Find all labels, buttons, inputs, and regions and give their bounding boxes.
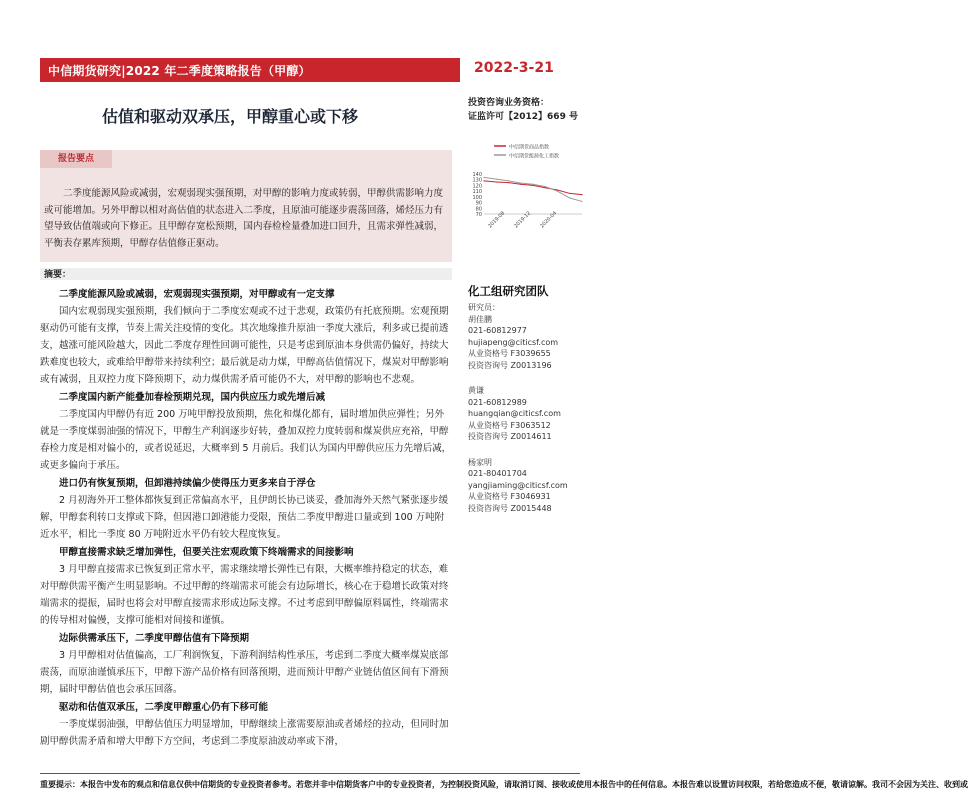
summary-text: 二季度能源风险或减弱，宏观弱现实强预期，对甲醇的影响力度或转弱，甲醇供需影响力度或可能增加。另外甲醇以相对高估值的状态进入二季度，且原油可能逐步震荡回落，烯烃压力有望导致估值端或向下修正。且甲醇存宽松预期，国内春检检量叠加进口回升，且需求弹性减弱，平衡表存累库预期，甲醇存估值修正驱动。	[44, 188, 444, 249]
section-heading: 甲醇直接需求缺乏增加弹性，但要关注宏观政策下终端需求的间接影响	[59, 547, 354, 558]
team-member	[468, 385, 592, 443]
series-point	[569, 197, 570, 198]
index-chart-svg	[466, 140, 586, 240]
series-point	[483, 177, 484, 178]
section-1	[40, 286, 452, 388]
series-point	[569, 193, 570, 194]
section-2	[40, 389, 452, 474]
member-phone: 021-60812989	[468, 397, 527, 407]
member-cert-practice: 从业资格号 F3063512	[468, 420, 551, 430]
series-line-1	[484, 181, 582, 195]
member-name: 胡佳鹏	[468, 314, 492, 324]
section-paragraph: 二季度国内甲醇仍有近 200 万吨甲醇投放预期，焦化和煤化都有，届时增加供应弹性；另外就是一季度煤弱油强的情况下，甲醇生产利润逐步好转，叠加双控力度转弱和煤炭供应充裕，甲醇春检力度是相对偏小的，或者说延迟，大概率到 5 月前后。我们认为国内甲醇供应压力先增后减，或更多偏向于承压。	[40, 409, 452, 471]
y-tick-label: 130	[472, 177, 482, 184]
x-tick-label: 2019-08	[487, 210, 507, 230]
y-tick-label: 80	[475, 206, 482, 213]
series-point	[496, 179, 497, 180]
member-name: 黄谦	[468, 386, 484, 395]
series-point	[496, 181, 497, 182]
member-email[interactable]: yangjiaming@citicsf.com	[468, 480, 568, 490]
member-cert-advisory: 投资咨询号 Z0013196	[468, 360, 552, 370]
abstract-bar	[40, 268, 452, 280]
member-cert-advisory: 投资咨询号 Z0015448	[468, 503, 552, 513]
license-info	[468, 96, 578, 124]
section-heading: 二季度能源风险或减弱，宏观弱现实强预期，对甲醇或有一定支撑	[59, 289, 335, 300]
team-list	[468, 302, 592, 528]
y-tick-label: 70	[475, 212, 482, 218]
member-email[interactable]: huangqian@citicsf.com	[468, 409, 561, 418]
license-line-1: 投资咨询业务资格：	[468, 98, 550, 108]
series-point	[483, 180, 484, 181]
disclaimer-divider	[40, 773, 580, 774]
y-tick-label: 110	[472, 189, 482, 196]
team-member	[468, 302, 592, 371]
y-tick-label: 120	[472, 183, 482, 190]
section-paragraph: 3 月甲醇相对估值偏高，工厂利润恢复，下游利润结构性承压，考虑到二季度大概率煤炭底部震荡，而原油谨慎承压下，甲醇下游产品价格有回落预期，进而预计甲醇产业链估值区间有下滑预期，届时甲醇估值也会承压回落。	[40, 650, 449, 695]
section-heading: 进口仍有恢复预期，但卸港持续偏少使得压力更多来自于浮仓	[59, 478, 316, 489]
section-heading: 边际供需承压下，二季度甲醇估值有下降预期	[59, 633, 250, 644]
section-6	[40, 699, 452, 750]
y-tick-label: 90	[475, 200, 482, 207]
section-3	[40, 475, 452, 543]
legend-label: 中信期货商品指数	[509, 144, 550, 151]
series-point	[532, 184, 533, 185]
abstract-label: 摘要：	[44, 270, 72, 280]
section-heading: 驱动和估值双承压，二季度甲醇重心仍有下移可能	[59, 702, 269, 713]
series-point	[557, 191, 558, 192]
index-chart	[466, 140, 586, 240]
series-point	[545, 187, 546, 188]
section-5	[40, 630, 452, 698]
member-role: 研究员：	[468, 303, 500, 312]
section-4	[40, 544, 452, 629]
section-paragraph: 2 月初海外开工整体都恢复到正常偏高水平，且伊朗长协已谈妥，叠加海外天然气紧张逐步缓解，甲醇套利转口支撑或下降，但因港口卸港能力受限，预估二季度甲醇进口量或到 100 万吨附近水平，相比一季度 80 万吨附近水平仍有较大程度恢复。	[40, 495, 449, 540]
team-member	[468, 457, 592, 515]
series-point	[545, 186, 546, 187]
license-line-2: 证监许可【2012】669 号	[468, 112, 578, 122]
series-line-2	[484, 177, 582, 201]
page-title: 估值和驱动双承压，甲醇重心或下移	[101, 107, 358, 126]
member-email[interactable]: hujiapeng@citicsf.com	[468, 337, 559, 347]
section-paragraph: 3 月甲醇直接需求已恢复到正常水平，需求继续增长弹性已有限，大概率维持稳定的状态，难对甲醇供需平衡产生明显影响。不过甲醇的终端需求可能会有边际增长，核心在于稳增长政策对终端需求的提振，届时也将会对甲醇直接需求形成边际支撑。不过考虑到甲醇偏原料属性，终端需求的传导相对偏慢，支撑可能相对间接和谨慎。	[40, 564, 449, 626]
summary-tag: 报告要点	[40, 150, 112, 168]
series-point	[557, 189, 558, 190]
member-phone: 021-60812977	[468, 326, 527, 335]
member-name: 杨家明	[468, 457, 492, 467]
section-paragraph: 国内宏观弱现实强预期，我们倾向于二季度宏观或不过于悲观，政策仍有托底预期。宏观预期驱动仍可能有支撑，节奏上需关注疫情的变化。其次地缘推升原油一季度大涨后，利多或已提前透支，越涨可能风险越大，因此二季度存理性回调可能性，只是考虑到原油本身供需仍偏好，持续大跌难度也较大，或难给甲醇带来持续利空；最后就是动力煤，甲醇高估值情况下，煤炭对甲醇影响或有减弱，且双控力度下降预期下，动力煤供需矛盾可能仍不大，对甲醇的影响也不悲观。	[40, 306, 449, 385]
y-tick-label: 100	[472, 194, 482, 201]
member-phone: 021-80401704	[468, 469, 527, 478]
report-series-title: 中信期货研究|2022 年二季度策略报告（甲醇）	[48, 64, 311, 78]
series-point	[581, 201, 582, 202]
report-date: 2022-3-21	[474, 60, 554, 76]
series-point	[508, 180, 509, 181]
x-tick-label: 2020-04	[539, 210, 559, 230]
member-cert-practice: 从业资格号 F3046931	[468, 492, 551, 501]
member-cert-advisory: 投资咨询号 Z0014611	[468, 432, 552, 441]
series-point	[581, 194, 582, 195]
section-paragraph: 一季度煤弱油强，甲醇估值压力明显增加，甲醇继续上涨需要原油或者烯烃的拉动，但同时加剧甲醇供需矛盾和增大甲醇下方空间，考虑到二季度原油波动率或下滑，	[40, 719, 449, 747]
team-title: 化工组研究团队	[468, 284, 549, 298]
x-tick-label: 2019-12	[513, 210, 533, 230]
series-point	[520, 184, 521, 185]
member-cert-practice: 从业资格号 F3039655	[468, 349, 551, 358]
series-point	[520, 183, 521, 184]
disclaimer: 重要提示：本报告中发布的观点和信息仅供中信期货的专业投资者参考。若您并非中信期货客户中的专业投资者，为控制投资风险，请取消订阅、接收或使用本报告中的任何信息。本报告难以设置访问权限，若给您造成不便，敬请谅解。我司不会因为关注、收到或	[40, 780, 968, 789]
legend-label: 中信期货能源化工指数	[509, 153, 560, 160]
y-tick-label: 140	[472, 172, 482, 178]
series-point	[508, 182, 509, 183]
series-point	[532, 185, 533, 186]
section-heading: 二季度国内新产能叠加春检预期兑现，国内供应压力或先增后减	[59, 392, 326, 403]
abstract-body	[40, 286, 452, 751]
